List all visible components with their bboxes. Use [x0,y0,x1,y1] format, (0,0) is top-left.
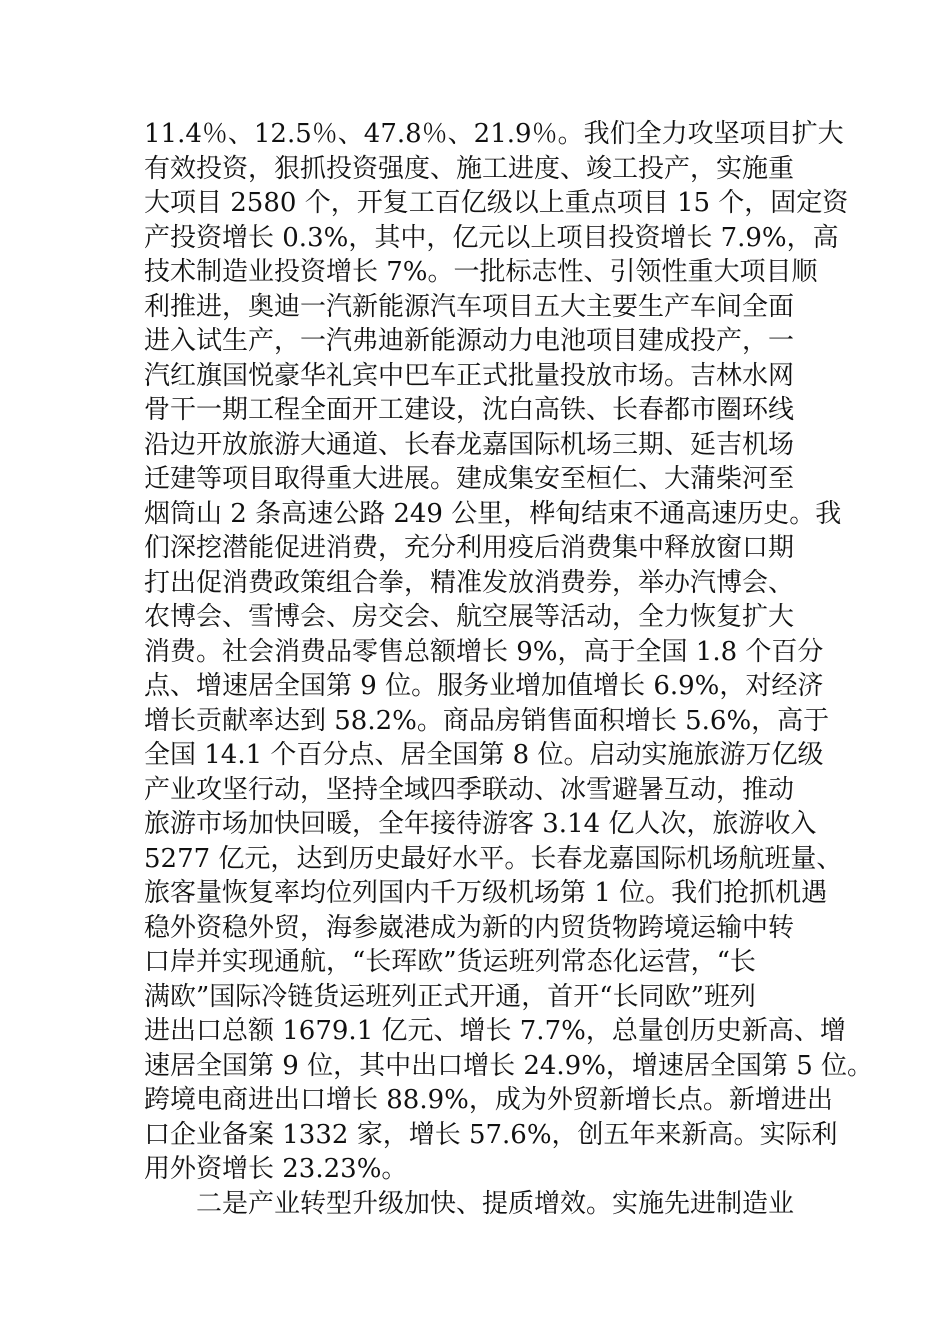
text-line: 进入试生产，一汽弗迪新能源动力电池项目建成投产，一 [144,326,795,356]
text-line: 利推进，奥迪一汽新能源汽车项目五大主要生产车间全面 [144,291,795,322]
text-line: 技术制造业投资增长 7%。一批标志性、引领性重大项目顺 [144,257,818,287]
text-line: 烟筒山 2 条高速公路 249 公里，桦甸结束不通高速历史。我 [144,498,842,529]
text-line: 口岸并实现通航，“长珲欧”货运班列常态化运营，“长 [144,947,756,977]
text-line: 产投资增长 0.3%，其中，亿元以上项目投资增长 7.9%，高 [144,222,839,253]
text-line: 用外资增长 23.23%。 [144,1154,408,1184]
text-line: 满欧”国际冷链货运班列正式开通，首开“长同欧”班列 [144,981,756,1012]
text-line: 11.4％、12.5％、47.8％、21.9％。我们全力攻坚项目扩大 [144,119,844,149]
text-line: 有效投资，狠抓投资强度、施工进度、竣工投产，实施重 [144,153,795,184]
text-line: 沿边开放旅游大通道、长春龙嘉国际机场三期、延吉机场 [144,429,795,460]
text-line: 消费。社会消费品零售总额增长 9%，高于全国 1.8 个百分 [144,636,824,667]
text-line: 速居全国第 9 位，其中出口增长 24.9%，增速居全国第 5 位。 [144,1050,874,1081]
text-line: 增长贡献率达到 58.2%。商品房销售面积增长 5.6%，高于 [144,705,830,736]
text-line: 大项目 2580 个，开复工百亿级以上重点项目 15 个，固定资 [144,188,849,218]
text-line: 点、增速居全国第 9 位。服务业增加值增长 6.9%，对经济 [144,671,824,701]
paragraph-start-line: 二是产业转型升级加快、提质增效。实施先进制造业 [196,1188,795,1219]
body-text [144,117,874,1221]
text-line: 跨境电商进出口增长 88.9%，成为外贸新增长点。新增进出 [144,1085,833,1115]
text-line: 汽红旗国悦豪华礼宾中巴车正式批量投放市场。吉林水网 [144,360,795,391]
text-line: 进出口总额 1679.1 亿元、增长 7.7%，总量创历史新高、增 [144,1016,846,1046]
text-line: 骨干一期工程全面开工建设，沈白高铁、长春都市圈环线 [144,395,795,425]
text-line: 迁建等项目取得重大进展。建成集安至桓仁、大蒲柴河至 [144,464,795,494]
text-line: 们深挖潜能促进消费，充分利用疫后消费集中释放窗口期 [144,533,795,563]
text-line: 旅客量恢复率均位列国内千万级机场第 1 位。我们抢抓机遇 [144,878,828,908]
text-line: 打出促消费政策组合拳，精准发放消费券，举办汽博会、 [144,567,795,598]
text-line: 旅游市场加快回暖，全年接待游客 3.14 亿人次，旅游收入 [144,809,817,839]
text-line: 产业攻坚行动，坚持全域四季联动、冰雪避暑互动，推动 [144,774,795,805]
text-line: 口企业备案 1332 家，增长 57.6%，创五年来新高。实际利 [144,1119,838,1150]
text-line: 5277 亿元，达到历史最好水平。长春龙嘉国际机场航班量、 [144,843,843,874]
text-line: 稳外资稳外贸，海参崴港成为新的内贸货物跨境运输中转 [144,912,795,943]
text-line: 全国 14.1 个百分点、居全国第 8 位。启动实施旅游万亿级 [144,740,824,770]
text-line: 农博会、雪博会、房交会、航空展等活动，全力恢复扩大 [144,602,795,632]
